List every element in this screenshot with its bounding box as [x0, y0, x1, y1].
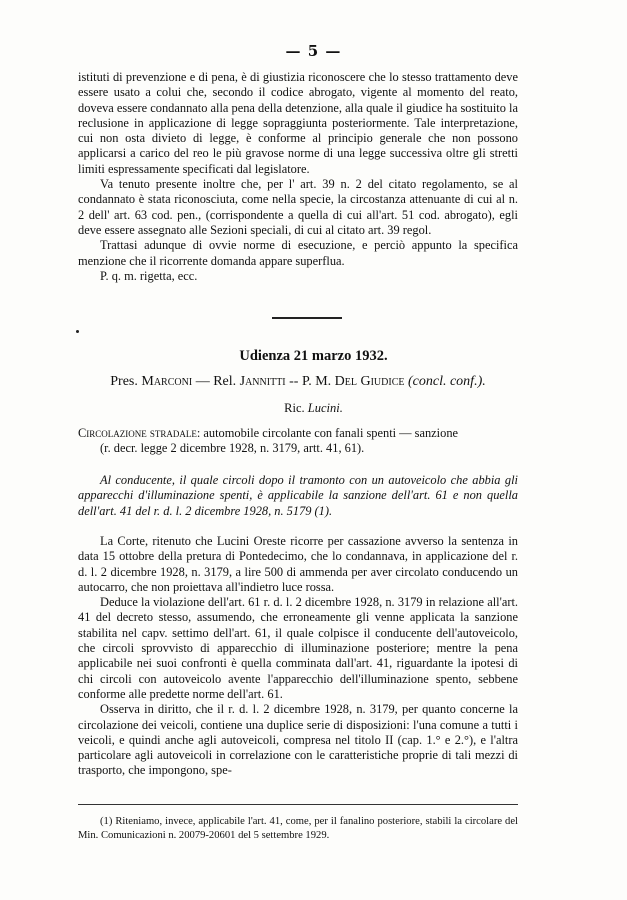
footnote: [78, 815, 518, 843]
subject-heading: [78, 426, 518, 456]
legal-maxim: Al conducente, il quale circoli dopo il tramonto con un autoveicolo che abbia gli apparecchi d'illuminazione spenti, è applicabile la sanzione dell'art. 61 e non quella dell'art. 41 del r. d. l. 2 dicembre 1928, n. 5179 (1).: [78, 473, 518, 518]
paragraph: Deduce la violazione dell'art. 61 r. d. l. 2 dicembre 1928, n. 3179 in relazione all'art. 41 del decreto stesso, assumendo, che erroneamente gli venne applicata la sanzione stabilita nel capv. settimo dell'art. 61, il quale colpisce il conducente dell'autoveicolo, che circoli sprovvisto di apparecchio di illuminazione posteriore; mentre la pena applicabile nei suoi confronti è quella comminata dall'art. 41, riguardante la ipotesi di chi circoli con autoveicolo avente l'apparecchio dell'illuminazione spento, sebbene conforme alle predette norme dell'art. 61.: [78, 595, 518, 701]
rapporteur-prefix: — Rel.: [195, 374, 237, 389]
footnote-rule: [78, 804, 518, 805]
paragraph: Trattasi adunque di ovvie norme di esecuzione, e perciò appunto la specifica menzione che il ricorrente domanda appare superflua.: [78, 238, 518, 268]
court-composition: [78, 374, 518, 390]
president-prefix: Pres.: [110, 374, 138, 389]
hearing-heading: Udienza 21 marzo 1932.: [239, 348, 388, 364]
subject-label: Circolazione stradale:: [78, 426, 201, 440]
paragraph: La Corte, ritenuto che Lucini Oreste ricorre per cassazione avverso la sentenza in data 15 ottobre della pretura di Pontedecimo, che lo condannava, in applicazione del r. d. l. 2 dicembre 1928, n. 3179, a lire 500 di ammenda per aver circolato conducendo un autocarro, che non proiettava all'indietro luce rossa.: [78, 534, 518, 594]
decision-body: [78, 534, 518, 779]
president-name: Marconi: [141, 374, 193, 389]
conclusion-note: (concl. conf.).: [407, 374, 486, 389]
paragraph: P. q. m. rigetta, ecc.: [100, 268, 198, 283]
subject-line-2: (r. decr. legge 2 dicembre 1928, n. 3179, artt. 41, 61).: [100, 441, 365, 455]
prosecutor-name: Del Giudice: [334, 374, 405, 389]
subject-line-1: automobile circolante con fanali spenti — sanzione: [203, 426, 459, 440]
decision-continuation: [78, 70, 518, 284]
appellant: [0, 401, 627, 416]
section-divider: [272, 317, 342, 319]
footnote-text: (1) Riteniamo, invece, applicabile l'art. 41, come, per il fanalino posteriore, stabili la circolare del Min. Comunicazioni n. 20079-20601 del 5 settembre 1929.: [78, 816, 518, 841]
rapporteur-name: Jannitti: [239, 374, 286, 389]
prosecutor-prefix: -- P. M.: [289, 374, 332, 389]
appellant-name: Lucini.: [307, 401, 343, 415]
paragraph: Va tenuto presente inoltre che, per l' art. 39 n. 2 del citato regolamento, se al condannato è stata riconosciuta, come nella specie, la circostanza attenuante di cui al n. 2 dell' art. 63 cod. pen., (corrispondente a quella di cui all'art. 51 cod. abrogato), egli deve essere assegnato alle Sezioni speciali, di cui al citato art. 39 regol.: [78, 177, 518, 237]
appellant-prefix: Ric.: [284, 401, 305, 415]
paragraph: istituti di prevenzione e di pena, è di giustizia riconoscere che lo stesso trattamento deve essere usato a colui che, secondo il codice abrogato, vigente al momento del reato, doveva essere condannato alla pena della detenzione, alla quale il giudice ha sostituito la reclusione in applicazione di legge sopraggiunta posteriormente. Tale interpretazione, cui non osta divieto di legge, è conforme al principio generale che non possono applicarsi a carico del reo le più gravose norme di una legge successiva oltre gli stretti limiti espressamente specificati dal legislatore.: [78, 70, 518, 176]
margin-mark: [76, 330, 79, 333]
page-number: — 5 —: [285, 42, 342, 60]
paragraph: Osserva in diritto, che il r. d. l. 2 dicembre 1928, n. 3179, per quanto concerne la circolazione dei veicoli, contiene una duplice serie di disposizioni: l'una comune a tutti i veicoli, e quindi anche agli autoveicoli, compresa nel titolo II (cap. 1.° e 2.°), e l'altra particolare agli autoveicoli in correlazione con le caratteristiche proprie di tali mezzi di trasporto, che impongono, spe-: [78, 702, 518, 778]
